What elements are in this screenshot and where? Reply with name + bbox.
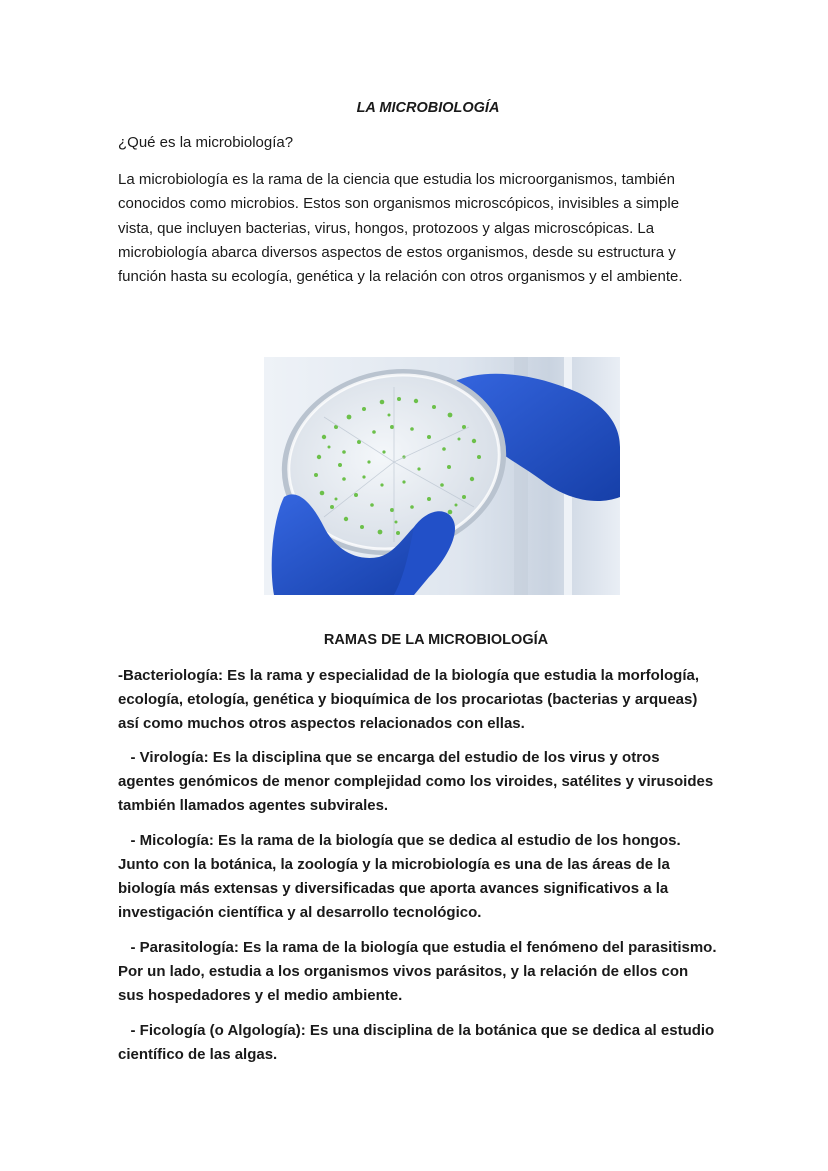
intro-question: ¿Qué es la microbiología? xyxy=(118,134,294,151)
branch-list xyxy=(118,664,721,1077)
document-title: LA MICROBIOLOGÍA xyxy=(356,100,500,116)
branch-virologia: - Virología: Es la disciplina que se encarga del estudio de los virus y otros agentes genómicos de menor complejidad como los viroides, satélites y virusoides también llamados agentes subvirales. xyxy=(118,749,718,814)
petri-dish-photo xyxy=(264,357,620,595)
branch-ficologia: - Ficología (o Algología): Es una disciplina de la botánica que se dedica al estudio científico de las algas. xyxy=(118,1022,719,1063)
section-title: RAMAS DE LA MICROBIOLOGÍA xyxy=(323,632,549,648)
intro-paragraph: La microbiología es la rama de la ciencia que estudia los microorganismos, también conocidos como microbios. Estos son organismos microscópicos, invisibles a simple vista, que incluyen bacterias, virus, hongos, protozoos y algas microscópicas. La microbiología abarca diversos aspectos de estos organismos, desde su estructura y función hasta su ecología, genética y la relación con otros organismos y el ambiente. xyxy=(118,171,683,286)
petri-dish-illustration xyxy=(264,357,620,595)
branch-parasitologia: - Parasitología: Es la rama de la biología que estudia el fenómeno del parasitismo. Por un lado, estudia a los organismos vivos parásitos, y la relación de ellos con sus hospedadores y el medio ambiente. xyxy=(118,939,721,1004)
branch-bacteriologia: -Bacteriología: Es la rama y especialidad de la biología que estudia la morfología, ecología, etología, genética y bioquímica de los procariotas (bacterias y arqueas) así como muchos otros aspectos relacionados con ellas. xyxy=(118,667,699,732)
branch-micologia: - Micología: Es la rama de la biología que se dedica al estudio de los hongos. Junto con la botánica, la zoología y la microbiología es una de las áreas de la biología más extensas y diversificadas que aporta avances significativos a la investigación científica y al desarrollo tecnológico. xyxy=(118,832,685,921)
